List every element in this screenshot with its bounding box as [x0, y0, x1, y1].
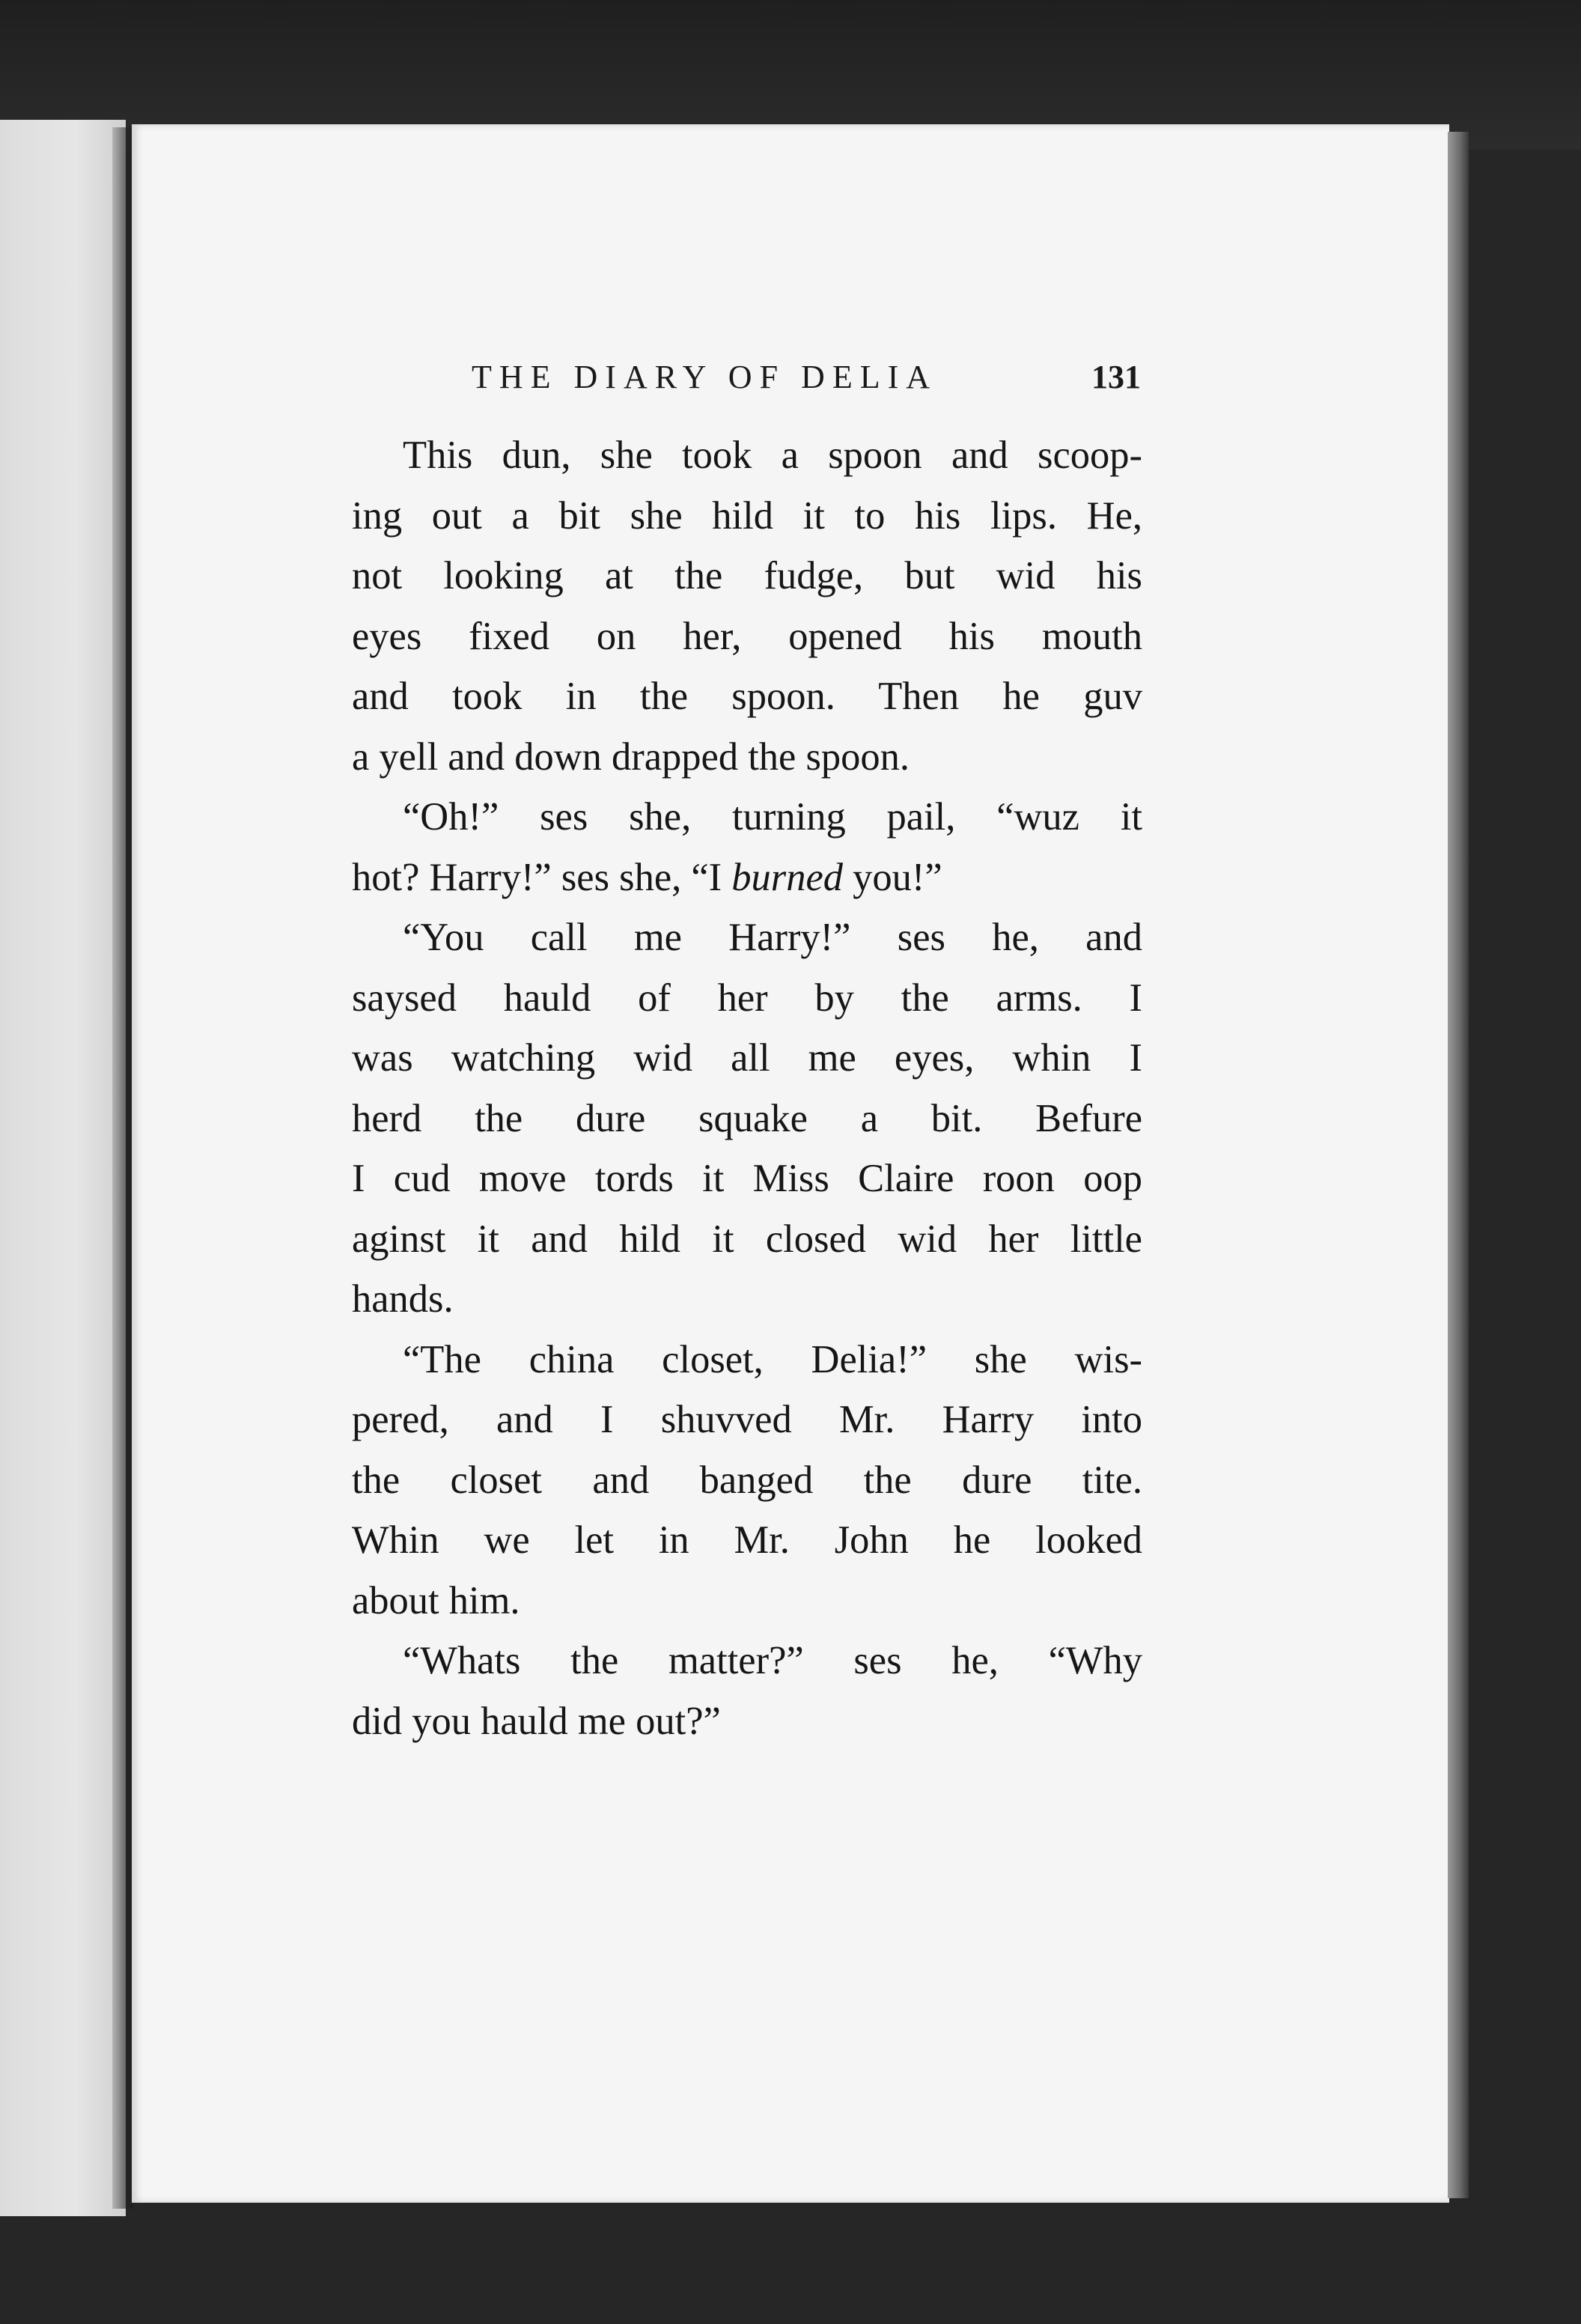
gutter-shadow — [112, 127, 133, 2209]
text-line: hands. — [352, 1277, 454, 1321]
text-line: “Oh!” ses she, turning pail, “wuz it — [403, 795, 1142, 839]
facing-page-edge — [0, 120, 126, 2216]
italic-word: burned — [731, 855, 844, 899]
text-line: ing out a bit she hild it to his lips. He, — [352, 493, 1142, 538]
text-segment: you!” — [843, 855, 942, 899]
text-line-with-italic — [352, 848, 1142, 908]
text-line: Whin we let in Mr. John he looked — [352, 1518, 1142, 1562]
text-line: did you hauld me out?” — [352, 1699, 721, 1743]
body-text — [352, 425, 1142, 1751]
paragraph-2 — [352, 787, 1142, 907]
paragraph-4 — [352, 1330, 1142, 1631]
text-line: not looking at the fudge, but wid his — [352, 554, 1142, 597]
text-line: herd the dure squake a bit. Befure — [352, 1096, 1142, 1140]
paragraph-5 — [352, 1631, 1142, 1751]
running-head: THE DIARY OF DELIA — [472, 359, 937, 395]
text-line: I cud move tords it Miss Claire roon oop — [352, 1157, 1142, 1200]
paragraph-3 — [352, 907, 1142, 1330]
text-line: aginst it and hild it closed wid her little — [352, 1217, 1142, 1261]
text-line: “You call me Harry!” ses he, and — [403, 916, 1142, 959]
text-segment: hot? Harry!” ses she, “I — [352, 855, 732, 899]
text-line: “Whats the matter?” ses he, “Why — [403, 1639, 1142, 1682]
page-stack-edge — [1448, 132, 1469, 2198]
text-line: pered, and I shuvved Mr. Harry into — [352, 1398, 1142, 1441]
text-line: was watching wid all me eyes, whin I — [352, 1036, 1142, 1080]
text-line: and took in the spoon. Then he guv — [352, 675, 1142, 718]
text-line: “The china closet, Delia!” she wis- — [403, 1337, 1142, 1381]
text-line: This dun, she took a spoon and scoop- — [403, 434, 1142, 477]
paragraph-1 — [352, 425, 1142, 787]
text-line: saysed hauld of her by the arms. I — [352, 976, 1142, 1020]
text-line: the closet and banged the dure tite. — [352, 1458, 1142, 1502]
text-line: a yell and down drapped the spoon. — [352, 734, 910, 779]
text-line: eyes fixed on her, opened his mouth — [352, 614, 1142, 658]
page-number: 131 — [1091, 359, 1141, 395]
text-line: about him. — [352, 1578, 520, 1622]
